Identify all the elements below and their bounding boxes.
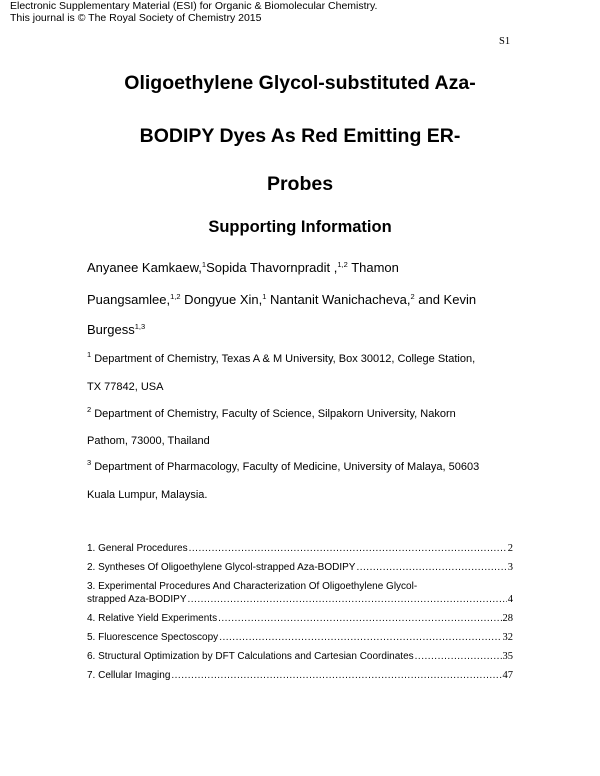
toc-entry[interactable] [87,651,513,664]
authors-line-2 [87,292,476,307]
toc-page-number: 3 [507,562,513,573]
affiliation-1-line-1: $^1$ Department of Chemistry, Texas A & M University, Box 30012, College Station, [87,350,476,365]
toc-leader-dots [189,543,507,554]
toc-leader-dots [188,594,507,605]
toc-label[interactable]: 6. Structural Optimization by DFT Calculations and Cartesian Coordinates [87,651,414,662]
toc-leader-dots [218,613,501,624]
author-name: Anyanee Kamkaew, [87,260,202,275]
toc-entry[interactable] [87,562,513,575]
affiliation-mark: 3 [87,458,92,467]
toc-entry[interactable] [87,632,513,645]
toc-leader-dots [171,670,501,681]
title-line-3: Probes [266,173,334,195]
header-line-1: Electronic Supplementary Material (ESI) for Organic & Biomolecular Chemistry. [10,0,378,12]
toc-label[interactable]: 7. Cellular Imaging [87,670,171,681]
toc-label[interactable]: 1. General Procedures [87,543,188,554]
author-name: Burgess [87,322,135,337]
toc-page-number: 47 [502,670,513,681]
toc-label[interactable]: strapped Aza-BODIPY [87,594,187,605]
affiliation-2-line-1: $^2$ Department of Chemistry, Faculty of Science, Silpakorn University, Nakorn [87,405,456,420]
author-affiliation-mark: 1,2 [170,292,181,301]
toc-page-number: 32 [502,632,513,643]
page-number: S1 [499,36,511,47]
toc-label-line-1[interactable]: 3. Experimental Procedures And Characterization Of Oligoethylene Glycol- [87,581,418,592]
title-line-1: Oligoethylene Glycol-substituted Aza- [124,72,476,94]
author-affiliation-mark: 1,3 [134,322,146,331]
toc-leader-dots [415,651,502,662]
title-line-2: BODIPY Dyes As Red Emitting ER- [139,125,461,147]
toc-page-number: 35 [502,651,513,662]
author-affiliation-mark: 2 [410,292,415,301]
affiliation-3-line-2: Kuala Lumpur, Malaysia. [87,489,208,501]
subtitle: Supporting Information [208,218,392,236]
author-affiliation-mark: 1,2 [337,260,348,269]
toc-label[interactable]: 4. Relative Yield Experiments [87,613,218,624]
author-name: Sopida Thavornpradit , [206,260,338,275]
affiliation-mark: 2 [87,405,92,414]
toc-leader-dots [356,562,506,573]
author-affiliation-mark: 1 [201,260,207,269]
author-name: Nantanit Wanichacheva, [266,292,411,307]
author-name: and Kevin [414,292,477,307]
toc-entry[interactable] [87,594,513,607]
author-name: Puangsamlee, [87,292,171,307]
affiliation-1-line-2: TX 77842, USA [87,381,164,393]
authors-line-3 [87,322,145,337]
toc-label[interactable]: 5. Fluorescence Spectoscopy [87,632,219,643]
toc-page-number: 4 [507,594,513,605]
author-name: Thamon [347,260,399,275]
toc-entry[interactable] [87,613,513,626]
header-line-2: This journal is © The Royal Society of Chemistry 2015 [10,12,262,24]
affiliation-2-line-2: Pathom, 73000, Thailand [87,435,210,447]
toc-page-number: 2 [507,543,513,554]
toc-leader-dots [219,632,501,643]
authors-line-1 [87,260,399,275]
toc-label[interactable]: 2. Syntheses Of Oligoethylene Glycol-strapped Aza-BODIPY [87,562,356,573]
toc-entry[interactable] [87,543,513,556]
affiliation-mark: 1 [87,350,92,359]
author-affiliation-mark: 1 [262,292,267,301]
affiliation-3-line-1: $^3$ Department of Pharmacology, Faculty of Medicine, University of Malaya, 50603 [87,458,480,473]
toc-page-number: 28 [502,613,513,624]
author-name: Dongyue Xin, [180,292,263,307]
toc-entry[interactable] [87,670,513,683]
journal-header [10,0,377,24]
